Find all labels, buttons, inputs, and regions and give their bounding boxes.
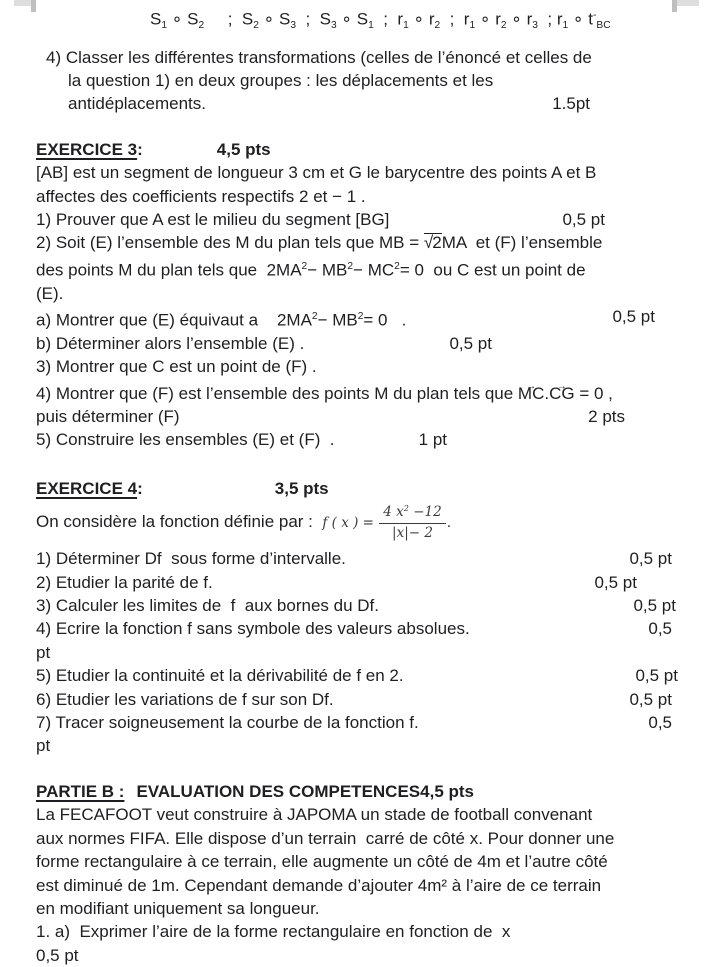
- section-title: EXERCICE 3: [36, 139, 138, 159]
- points-label: 0,5 pt: [36, 945, 79, 965]
- partie-b-heading: [36, 780, 678, 803]
- question-line: [36, 208, 678, 231]
- points-label: 0,5 pt: [594, 572, 637, 592]
- exercice-4-heading: [36, 477, 678, 500]
- paragraph-line: forme rectangulaire à ce terrain, elle augmente un côté de 4m et l’autre côté: [36, 852, 608, 872]
- question-text: 6) Etudier les variations de f sur son Df.: [36, 689, 334, 709]
- exercice-4-section: [36, 477, 678, 758]
- question-text: 1) Déterminer Df sous forme d’intervalle.: [36, 549, 346, 569]
- question-text: b) Déterminer alors l’ensemble (E) .: [36, 333, 305, 353]
- question-line: 4) Classer les différentes transformations (celles de l’énoncé et celles de: [46, 47, 592, 67]
- title-colon: :: [137, 139, 143, 159]
- question-line: [36, 571, 678, 594]
- question-line: [36, 617, 678, 640]
- question-text: 3) Calculer les limites de f aux bornes du Df.: [36, 596, 379, 616]
- question-line: [36, 405, 678, 428]
- intro-line: [AB] est un segment de longueur 3 cm et G le barycentre des points A et B: [36, 163, 597, 183]
- points-label: 0,5 pt: [562, 210, 605, 230]
- title-colon: :: [137, 478, 143, 498]
- question-text: a) Montrer que (E) équivaut a $2MA^2- MB^2= 0$ .: [36, 310, 407, 330]
- question-line: [36, 711, 678, 734]
- question-text: puis déterminer (F): [36, 406, 180, 426]
- partie-b-section: [36, 780, 678, 967]
- question-line: [36, 305, 678, 332]
- points-label: 0,5: [648, 713, 672, 733]
- points-label: 0,5 pt: [633, 596, 676, 616]
- question-line: 3) Montrer que C est un point de (F) .: [36, 357, 317, 377]
- section-title: EXERCICE 4: [36, 478, 138, 498]
- question-line: [36, 332, 678, 355]
- points-label: 0,5 pt: [635, 666, 678, 686]
- question-text: 5) Construire les ensembles (E) et (F) .: [36, 430, 335, 450]
- exercice-3-heading: [36, 138, 678, 161]
- paragraph-line: La FECAFOOT veut construire à JAPOMA un stade de football convenant: [36, 805, 593, 825]
- question-line: [36, 688, 678, 711]
- question-text: 7) Tracer soigneusement la courbe de la fonction f.: [36, 713, 419, 733]
- question-line: [36, 547, 678, 570]
- corner-mark-tick: [672, 0, 677, 12]
- exercice-3-section: [36, 138, 678, 452]
- question-line: [36, 664, 678, 687]
- question-line: 4) Montrer que (F) est l’ensemble des points M du plan tels que MC →.CG → = 0 ,: [36, 382, 678, 405]
- question-line: la question 1) en deux groupes : les déplacements et les: [68, 71, 494, 90]
- question-text: antidéplacements.: [68, 94, 206, 114]
- corner-mark-right-icon: [672, 0, 699, 6]
- question-line: 2) Soit (E) l’ensemble des M du plan tels que MB = √ 2MA et (F) l’ensemble: [36, 231, 678, 254]
- prev-exercise-question4: [36, 46, 678, 116]
- question-text: 5) Etudier la continuité et la dérivabilité de f en 2.: [36, 666, 404, 686]
- corner-mark-bar: [677, 0, 699, 6]
- points-label: 4,5 pts: [216, 139, 271, 159]
- intro-line: affectes des coefficients respectifs 2 et − 1 .: [36, 186, 366, 206]
- points-label: 1.5pt: [552, 94, 590, 114]
- points-wrap-line: pt: [36, 736, 51, 756]
- question-text: 2) Etudier la parité de f.: [36, 572, 213, 592]
- paragraph-line: aux normes FIFA. Elle dispose d’un terrain carré de côté x. Pour donner une: [36, 828, 615, 848]
- points-label: 3,5 pts: [274, 478, 329, 498]
- question-line: 1. a) Exprimer l’aire de la forme rectangulaire en fonction de x: [36, 922, 511, 942]
- question-text: 1) Prouver que A est le milieu du segment [BG]: [36, 210, 390, 230]
- points-label: 2 pts: [588, 406, 625, 426]
- points-wrap-line: pt: [36, 642, 51, 662]
- points-label: 1 pt: [418, 430, 447, 450]
- question-text: 4) Ecrire la fonction f sans symbole des valeurs absolues.: [36, 619, 470, 639]
- function-definition-line: On considère la fonction définie par : f ( x ) = $\frac{4 x^2 -12}{|x|- 2}$ .: [36, 503, 451, 541]
- question-line: (E).: [36, 283, 64, 303]
- points-label: 0,5: [648, 619, 672, 639]
- paragraph-line: en modifiant uniquement sa longueur.: [36, 898, 320, 918]
- question-line: [36, 594, 678, 617]
- paragraph-line: est diminué de 1m. Cependant demande d’ajouter 4m² à l’aire de ce terrain: [36, 875, 602, 895]
- transformations-formula-line: $S_1$ ∘ $S_2$ ; $S_2$ ∘ $S_3$ ; $S_3$ ∘ $S_1$ ; $r_1$ ∘ $r_2$ ; $r_1$ ∘ $r_2$ ∘ $r_3$ ; $r_1$ ∘ $t^-_{BC}$: [150, 9, 611, 32]
- points-label: 0,5 pt: [629, 689, 672, 709]
- section-title: PARTIE B :: [36, 781, 125, 801]
- section-subtitle: EVALUATION DES COMPETENCES: [136, 781, 421, 801]
- points-label: 4,5 pts: [420, 781, 474, 801]
- corner-mark-left-icon: [14, 0, 36, 6]
- question-line: [68, 92, 678, 115]
- corner-mark-tick: [31, 0, 36, 12]
- points-label: 0,5 pt: [612, 306, 655, 326]
- question-line: des points M du plan tels que $2MA^2- MB^2- MC^2= 0$ ou C est un point de: [36, 260, 586, 280]
- points-label: 0,5 pt: [449, 333, 492, 353]
- question-line: [36, 428, 678, 451]
- points-label: 0,5 pt: [629, 549, 672, 569]
